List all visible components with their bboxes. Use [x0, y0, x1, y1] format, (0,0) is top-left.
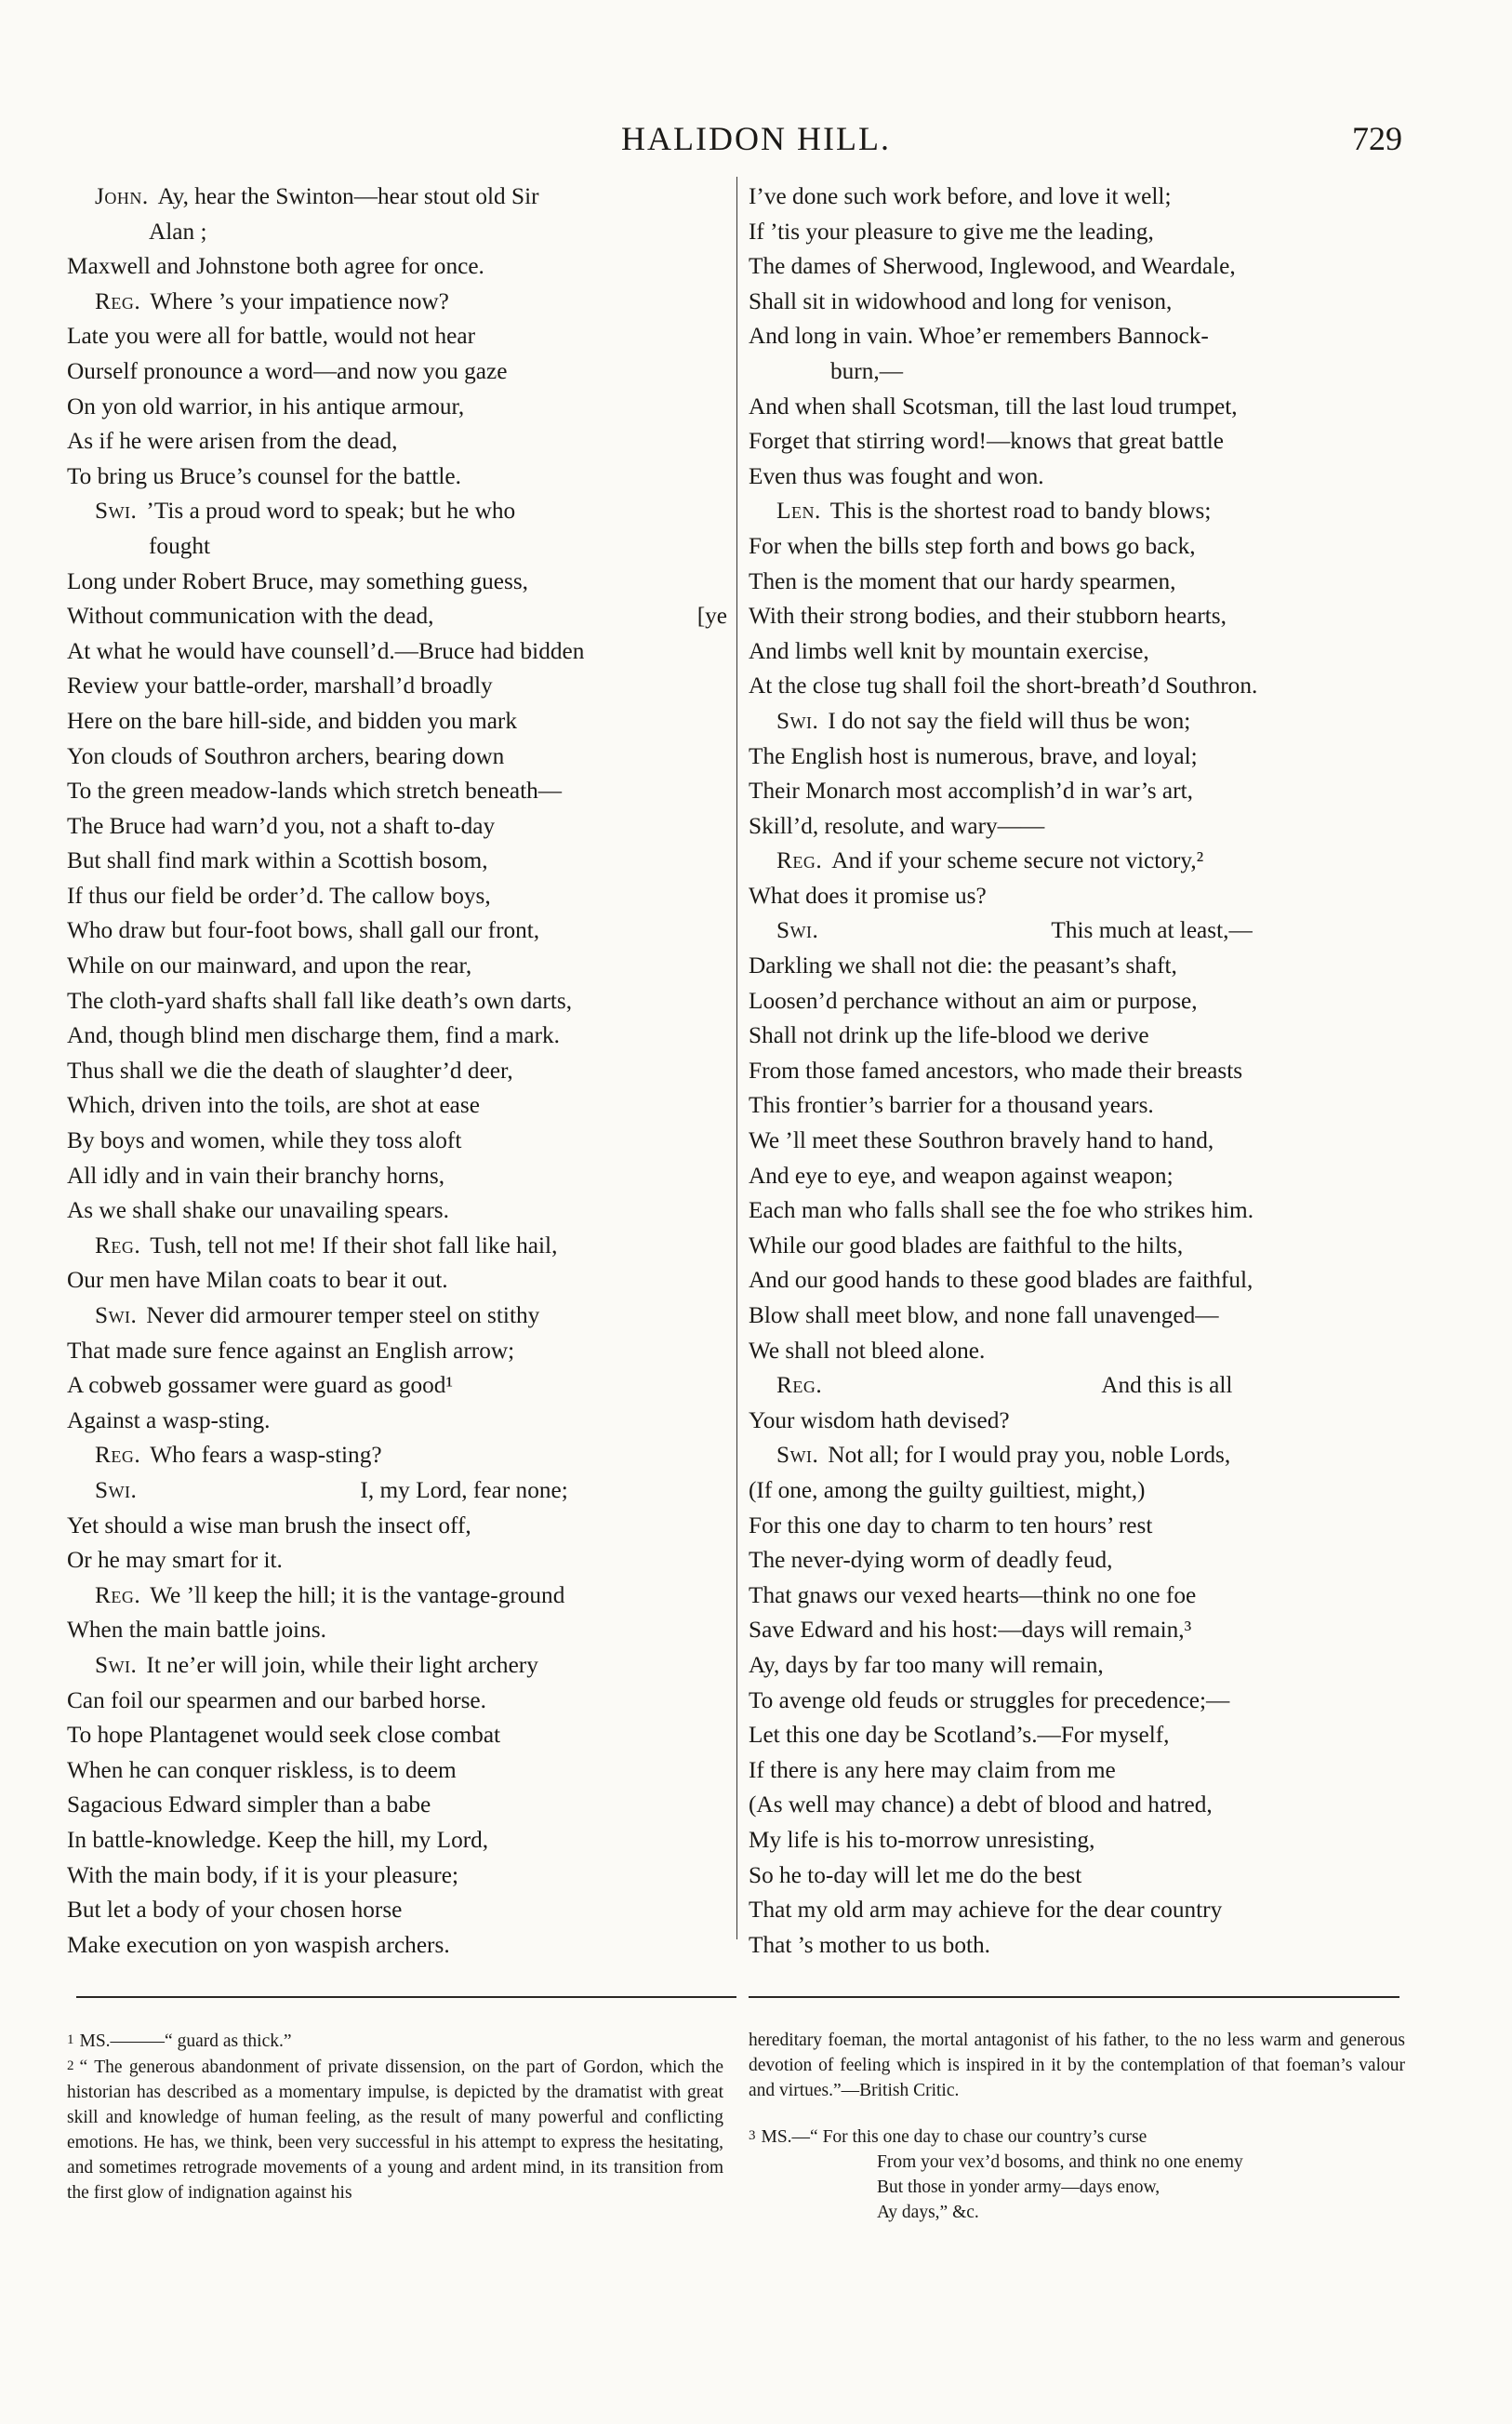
verse-text: All idly and in vain their branchy horns,: [67, 1162, 445, 1189]
footnote-number: 2: [67, 2058, 74, 2073]
verse-line: [749, 1263, 1409, 1299]
verse-line: [749, 354, 1409, 390]
verse-line: [67, 1368, 727, 1404]
verse-text: That my old arm may achieve for the dear country: [749, 1897, 1223, 1924]
verse-text: Maxwell and Johnstone both agree for once.: [67, 253, 484, 280]
verse-text: Yet should a wise man brush the insect off,: [67, 1512, 471, 1538]
verse-text: Against a wasp-sting.: [67, 1406, 271, 1433]
verse-text: At what he would have counsell’d.—Bruce had bidden: [67, 637, 585, 664]
verse-text: I, my Lord, fear none;: [360, 1476, 568, 1503]
verse-text: Even thus was fought and won.: [749, 462, 1044, 489]
verse-line: [67, 1019, 727, 1054]
verse-text: Where ’s your impatience now?: [150, 287, 449, 314]
verse-line: [67, 809, 727, 845]
verse-text: To avenge old feuds or struggles for precedence;—: [749, 1686, 1230, 1713]
speaker-label: Reg.: [95, 1232, 141, 1259]
footnotes-left: [67, 2028, 723, 2205]
verse-line: [749, 529, 1409, 565]
verse-line: [67, 1334, 727, 1369]
verse-text: At the close tug shall foil the short-breath’d Southron.: [749, 673, 1258, 699]
verse-text: For when the bills step forth and bows go back,: [749, 532, 1196, 559]
verse-line: [749, 494, 1409, 529]
speaker-label: Swi.: [95, 1476, 138, 1503]
verse-line: [749, 1473, 1409, 1509]
verse-line: [67, 984, 727, 1019]
verse-text: It ne’er will join, while their light archery: [146, 1651, 538, 1678]
verse-text: Our men have Milan coats to bear it out.: [67, 1267, 448, 1294]
verse-line: [749, 1613, 1409, 1648]
verse-line: [749, 739, 1409, 775]
verse-line: [749, 249, 1409, 285]
verse-text: And, though blind men discharge them, find a mark.: [67, 1022, 560, 1049]
verse-line: [749, 1858, 1409, 1894]
verse-text: Their Monarch most accomplish’d in war’s art,: [749, 778, 1193, 805]
verse-text: Can foil our spearmen and our barbed horse.: [67, 1686, 486, 1713]
footnote-3: [749, 2124, 1405, 2225]
verse-line: [67, 180, 727, 215]
verse-line: [749, 1054, 1409, 1089]
verse-line: [749, 1893, 1409, 1928]
verse-line: [67, 459, 727, 495]
verse-line: [749, 1159, 1409, 1194]
verse-line: [749, 1509, 1409, 1544]
verse-text: I’ve done such work before, and love it well;: [749, 183, 1172, 209]
verse-line: [749, 1193, 1409, 1229]
verse-text: To bring us Bruce’s counsel for the battle.: [67, 462, 461, 489]
verse-line: [67, 634, 727, 670]
verse-line: [67, 1263, 727, 1299]
verse-line: [749, 1438, 1409, 1473]
verse-line: [67, 1543, 727, 1578]
verse-line: [749, 1928, 1409, 1964]
verse-text: This frontier’s barrier for a thousand years.: [749, 1092, 1154, 1119]
verse-text: The cloth-yard shafts shall fall like death’s own darts,: [67, 987, 573, 1014]
verse-line: [749, 949, 1409, 984]
verse-line: [67, 565, 727, 600]
verse-text: By boys and women, while they toss aloft: [67, 1127, 462, 1154]
footnote-text: MS.———“ guard as thick.”: [79, 2031, 292, 2051]
verse-line: [67, 704, 727, 739]
verse-text: And our good hands to these good blades are faithful,: [749, 1267, 1253, 1294]
verse-line: [67, 1193, 727, 1229]
verse-text: Or he may smart for it.: [67, 1547, 283, 1574]
verse-text: Without communication with the dead,: [67, 603, 434, 630]
speaker-label: Swi.: [95, 498, 138, 525]
verse-line: [67, 1928, 727, 1964]
verse-line: [67, 494, 727, 529]
verse-line: [749, 669, 1409, 704]
speaker-label: Swi.: [776, 1442, 819, 1469]
verse-text: But let a body of your chosen horse: [67, 1897, 403, 1924]
verse-text: If there is any here may claim from me: [749, 1756, 1116, 1783]
verse-line: [67, 390, 727, 425]
verse-line: [749, 1334, 1409, 1369]
verse-line: [749, 1368, 1409, 1404]
verse-text: That made sure fence against an English arrow;: [67, 1337, 515, 1364]
verse-text: Who draw but four-foot bows, shall gall our front,: [67, 917, 540, 944]
verse-text: That gnaws our vexed hearts—think no one foe: [749, 1581, 1197, 1608]
verse-text: Late you were all for battle, would not hear: [67, 323, 476, 350]
verse-text: Let this one day be Scotland’s.—For myself,: [749, 1722, 1170, 1749]
verse-line: [67, 1159, 727, 1194]
verse-text: (If one, among the guilty guiltiest, might,): [749, 1476, 1146, 1503]
verse-text: That ’s mother to us both.: [749, 1931, 990, 1958]
footnotes-right: [749, 2028, 1405, 2225]
speaker-label: Reg.: [776, 1372, 823, 1399]
verse-line: [67, 249, 727, 285]
verse-text: Loosen’d perchance without an aim or purpose,: [749, 987, 1198, 1014]
speaker-label: Reg.: [95, 287, 141, 314]
verse-line: [67, 1718, 727, 1753]
verse-line: [67, 844, 727, 879]
verse-text: When the main battle joins.: [67, 1617, 326, 1644]
verse-line: [749, 1543, 1409, 1578]
verse-text: Shall sit in widowhood and long for venison,: [749, 287, 1173, 314]
verse-text: And eye to eye, and weapon against weapon;: [749, 1162, 1174, 1189]
speaker-label: John.: [95, 183, 149, 209]
verse-text: (As well may chance) a debt of blood and hatred,: [749, 1791, 1213, 1818]
verse-line: [67, 1299, 727, 1334]
verse-line: [749, 913, 1409, 949]
verse-line: [749, 1718, 1409, 1753]
verse-line: [67, 1473, 727, 1509]
verse-text: Blow shall meet blow, and none fall unavenged—: [749, 1302, 1219, 1328]
verse-text: In battle-knowledge. Keep the hill, my Lord,: [67, 1826, 489, 1853]
verse-line: [749, 1753, 1409, 1789]
verse-text: burn,—: [830, 357, 903, 384]
verse-line: [749, 424, 1409, 459]
footnote-3-quote-line: But those in yonder army—days enow,: [877, 2178, 1161, 2197]
verse-text: From those famed ancestors, who made their breasts: [749, 1057, 1243, 1084]
footnote-2-continued: hereditary foeman, the mortal antagonist of his father, to the no less warm and generous devotion of feeling which is inspired in it by the contemplation of that foeman’s valour and virtues.”—British Critic.: [749, 2031, 1405, 2100]
footnote-1: [67, 2028, 723, 2054]
verse-text: As we shall shake our unavailing spears.: [67, 1197, 449, 1224]
page-number: 729: [1352, 120, 1402, 157]
verse-text: As if he were arisen from the dead,: [67, 428, 398, 455]
verse-line: [749, 984, 1409, 1019]
verse-line: [67, 529, 727, 565]
verse-line: [67, 599, 727, 634]
verse-line: [749, 1088, 1409, 1124]
verse-line: [749, 565, 1409, 600]
verse-text: So he to-day will let me do the best: [749, 1861, 1082, 1888]
verse-text: And limbs well knit by mountain exercise,: [749, 637, 1149, 664]
verse-line: [749, 459, 1409, 495]
verse-text: But shall find mark within a Scottish bosom,: [67, 847, 488, 874]
verse-text: Long under Robert Bruce, may something guess,: [67, 567, 529, 594]
verse-line: [67, 1578, 727, 1614]
verse-line: [67, 739, 727, 775]
verse-text: Who fears a wasp-sting?: [150, 1442, 382, 1469]
verse-line: [749, 1823, 1409, 1858]
verse-text: If ’tis your pleasure to give me the leading,: [749, 218, 1154, 245]
verse-text: Which, driven into the toils, are shot at ease: [67, 1092, 480, 1119]
verse-line: [749, 774, 1409, 809]
verse-text: When he can conquer riskless, is to deem: [67, 1756, 457, 1783]
verse-line: [67, 215, 727, 250]
verse-text: We ’ll meet these Southron bravely hand to hand,: [749, 1127, 1214, 1154]
verse-text: Ourself pronounce a word—and now you gaze: [67, 357, 508, 384]
verse-text: Make execution on yon waspish archers.: [67, 1931, 450, 1958]
verse-line: [67, 1404, 727, 1439]
verse-text: fought: [149, 532, 211, 559]
verse-text: With the main body, if it is your pleasure;: [67, 1861, 458, 1888]
footnote-3-first-line: [749, 2124, 1405, 2150]
verse-text: Thus shall we die the death of slaughter’d deer,: [67, 1057, 513, 1084]
verse-line: [67, 354, 727, 390]
verse-text: Each man who falls shall see the foe who strikes him.: [749, 1197, 1254, 1224]
verse-text: Darkling we shall not die: the peasant’s shaft,: [749, 952, 1177, 979]
verse-text: Review your battle-order, marshall’d broadly: [67, 673, 493, 699]
verse-text: A cobweb gossamer were guard as good¹: [67, 1372, 454, 1399]
verse-text: Your wisdom hath devised?: [749, 1406, 1010, 1433]
verse-line: [67, 1893, 727, 1928]
turnover-fragment: [ye: [696, 603, 727, 630]
verse-text: While on our mainward, and upon the rear,: [67, 952, 472, 979]
verse-line: [749, 1299, 1409, 1334]
speaker-label: Len.: [776, 498, 821, 525]
verse-line: [67, 1088, 727, 1124]
verse-line: [67, 1613, 727, 1648]
verse-text: My life is his to-morrow unresisting,: [749, 1826, 1095, 1853]
verse-line: [749, 1019, 1409, 1054]
verse-line: [67, 1438, 727, 1473]
footnote-3-quote-line: Ay days,” &c.: [877, 2203, 979, 2222]
verse-text: The English host is numerous, brave, and loyal;: [749, 742, 1198, 769]
verse-text: If thus our field be order’d. The callow boys,: [67, 882, 491, 909]
verse-text: Not all; for I would pray you, noble Lords,: [828, 1442, 1231, 1469]
verse-text: For this one day to charm to ten hours’ rest: [749, 1512, 1153, 1538]
verse-line: [749, 634, 1409, 670]
verse-line: [749, 704, 1409, 739]
footnote-number: 3: [749, 2128, 756, 2143]
verse-line: [749, 1229, 1409, 1264]
verse-line: [67, 424, 727, 459]
page-header: [0, 119, 1512, 166]
left-column: [67, 180, 727, 1963]
verse-text: And long in vain. Whoe’er remembers Bannock-: [749, 323, 1209, 350]
verse-line: [749, 285, 1409, 320]
verse-line: [67, 1684, 727, 1719]
column-divider: [736, 177, 737, 1939]
verse-text: Alan ;: [149, 218, 207, 245]
verse-line: [67, 879, 727, 914]
verse-line: [749, 319, 1409, 354]
speaker-label: Swi.: [95, 1651, 138, 1678]
verse-text: To the green meadow-lands which stretch beneath—: [67, 778, 563, 805]
verse-line: [749, 1404, 1409, 1439]
verse-line: [67, 774, 727, 809]
verse-text: We ’ll keep the hill; it is the vantage-ground: [150, 1581, 565, 1608]
speaker-label: Reg.: [776, 847, 823, 874]
verse-line: [749, 879, 1409, 914]
verse-text: Forget that stirring word!—knows that great battle: [749, 428, 1224, 455]
verse-text: Save Edward and his host:—days will remain,³: [749, 1617, 1192, 1644]
verse-line: [67, 1858, 727, 1894]
verse-text: The never-dying worm of deadly feud,: [749, 1547, 1113, 1574]
verse-text: And when shall Scotsman, till the last loud trumpet,: [749, 393, 1238, 420]
speaker-label: Reg.: [95, 1581, 141, 1608]
footnote-3-quote-line: From your vex’d bosoms, and think no one enemy: [877, 2152, 1243, 2172]
footnote-number: 1: [67, 2032, 74, 2047]
footnote-text: MS.—“ For this one day to chase our country’s curse: [761, 2127, 1147, 2147]
verse-text: Never did armourer temper steel on stithy: [146, 1302, 540, 1328]
verse-text: Shall not drink up the life-blood we derive: [749, 1022, 1149, 1049]
verse-line: [67, 1054, 727, 1089]
verse-text: Skill’d, resolute, and wary——: [749, 812, 1045, 839]
verse-text: I do not say the field will thus be won;: [828, 707, 1191, 734]
verse-line: [67, 669, 727, 704]
verse-line: [749, 390, 1409, 425]
verse-text: The dames of Sherwood, Inglewood, and Weardale,: [749, 253, 1236, 280]
verse-text: Here on the bare hill-side, and bidden you mark: [67, 707, 518, 734]
verse-text: Yon clouds of Southron archers, bearing down: [67, 742, 505, 769]
verse-text: What does it promise us?: [749, 882, 987, 909]
verse-line: [749, 180, 1409, 215]
verse-line: [67, 319, 727, 354]
verse-line: [67, 1124, 727, 1159]
verse-text: Ay, days by far too many will remain,: [749, 1651, 1104, 1678]
speaker-label: Swi.: [95, 1302, 138, 1328]
footnote-rule-right: [749, 1996, 1399, 1998]
verse-line: [67, 1229, 727, 1264]
verse-line: [749, 1788, 1409, 1823]
speaker-label: Swi.: [776, 707, 819, 734]
verse-text: And this is all: [1101, 1372, 1233, 1399]
verse-text: Sagacious Edward simpler than a babe: [67, 1791, 431, 1818]
verse-text: This is the shortest road to bandy blows;: [829, 498, 1212, 525]
verse-text: While our good blades are faithful to the hilts,: [749, 1232, 1184, 1259]
verse-line: [67, 1648, 727, 1684]
running-title: HALIDON HILL.: [621, 120, 891, 157]
verse-line: [749, 809, 1409, 845]
verse-text: This much at least,—: [1051, 917, 1253, 944]
speaker-label: Swi.: [776, 917, 819, 944]
verse-text: To hope Plantagenet would seek close combat: [67, 1722, 501, 1749]
verse-line: [749, 1648, 1409, 1684]
verse-line: [749, 215, 1409, 250]
verse-text: Tush, tell not me! If their shot fall like hail,: [150, 1232, 558, 1259]
verse-line: [749, 599, 1409, 634]
verse-line: [67, 285, 727, 320]
speaker-label: Reg.: [95, 1442, 141, 1469]
verse-line: [749, 1124, 1409, 1159]
verse-line: [749, 1578, 1409, 1614]
verse-text: We shall not bleed alone.: [749, 1337, 986, 1364]
verse-line: [67, 1788, 727, 1823]
verse-line: [749, 1684, 1409, 1719]
verse-text: ’Tis a proud word to speak; but he who: [146, 498, 516, 525]
verse-text: The Bruce had warn’d you, not a shaft to-day: [67, 812, 496, 839]
verse-line: [67, 1509, 727, 1544]
verse-text: Ay, hear the Swinton—hear stout old Sir: [157, 183, 539, 209]
footnote-2: [67, 2054, 723, 2205]
verse-text: On yon old warrior, in his antique armour,: [67, 393, 465, 420]
verse-line: [67, 1753, 727, 1789]
verse-text: And if your scheme secure not victory,²: [831, 847, 1204, 874]
verse-line: [67, 1823, 727, 1858]
verse-text: With their strong bodies, and their stubborn hearts,: [749, 603, 1227, 630]
verse-line: [749, 844, 1409, 879]
footnote-text: “ The generous abandonment of private dissension, on the part of Gordon, which the historian has described as a momentary impulse, is depicted by the dramatist with great skill and knowledge of human feeling, as the result of many powerful and conflicting emotions. He has, we think, been very successful in his attempt to express the hesitating, and sometimes retrograde movements of a young and ardent mind, in its transition from the first glow of indignation against his: [67, 2058, 723, 2203]
footnote-rule-left: [76, 1996, 736, 1998]
verse-line: [67, 949, 727, 984]
right-column: [749, 180, 1409, 1963]
verse-text: Then is the moment that our hardy spearmen,: [749, 567, 1176, 594]
verse-line: [67, 913, 727, 949]
